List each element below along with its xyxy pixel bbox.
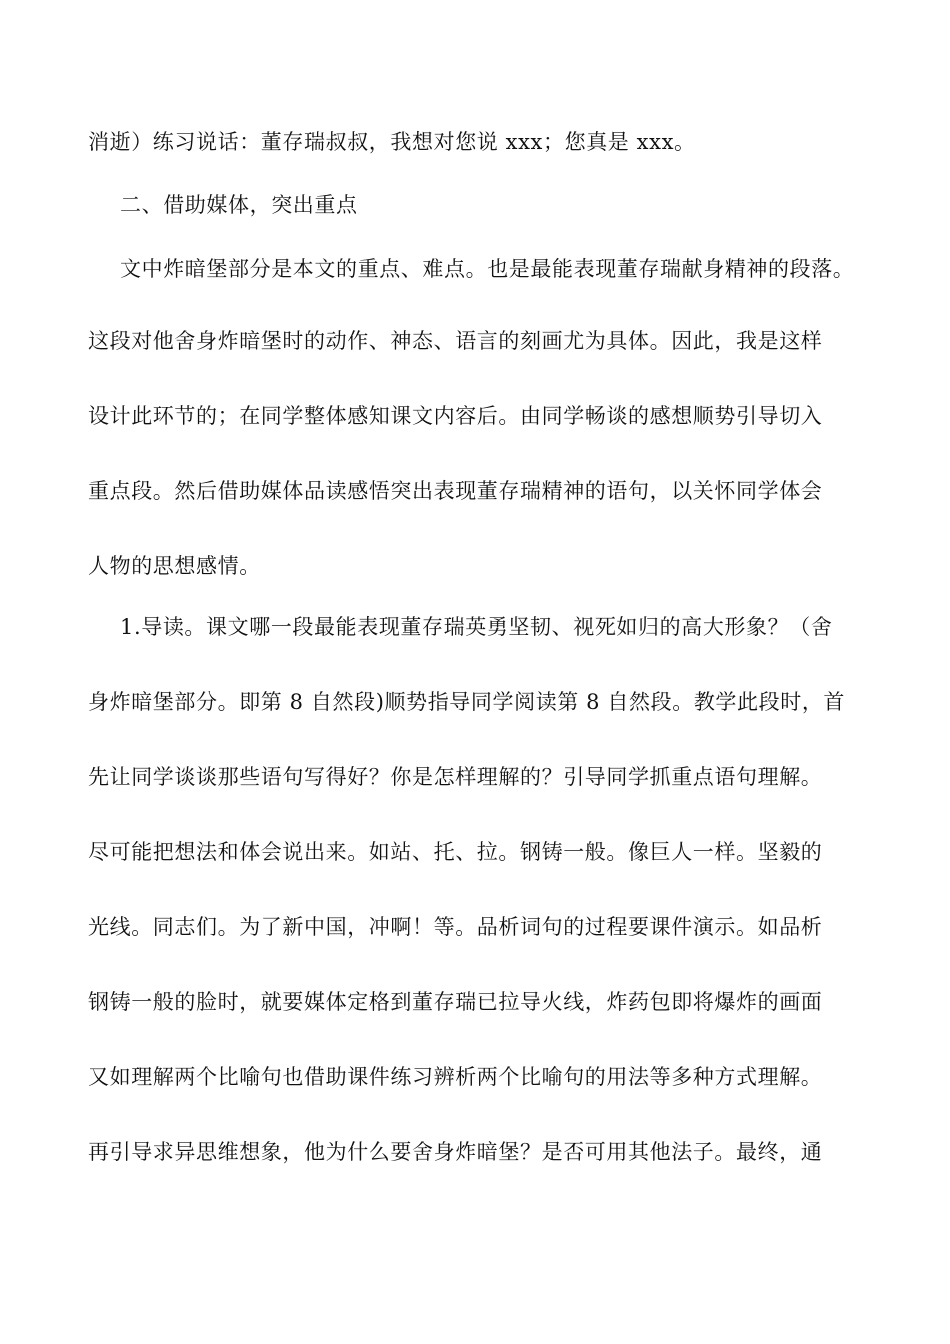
section-heading: 二、借助媒体，突出重点 [120,193,358,217]
text-line: 光线。同志们。为了新中国，冲啊！等。品析词句的过程要课件演示。如品析 [88,915,823,939]
text-line: 重点段。然后借助媒体品读感悟突出表现董存瑞精神的语句，以关怀同学体会 [88,479,823,503]
text-line: 钢铸一般的脸时，就要媒体定格到董存瑞已拉导火线，炸药包即将爆炸的画面 [88,990,823,1014]
text-line: 又如理解两个比喻句也借助课件练习辨析两个比喻句的用法等多种方式理解。 [88,1065,823,1089]
text-line: 再引导求异思维想象，他为什么要舍身炸暗堡？是否可用其他法子。最终，通 [88,1140,823,1164]
text-line: 这段对他舍身炸暗堡时的动作、神态、语言的刻画尤为具体。因此，我是这样 [88,329,823,353]
text-line: 人物的思想感情。 [88,554,261,578]
text-line: 消逝）练习说话：董存瑞叔叔，我想对您说 xxx；您真是 xxx。 [88,130,696,154]
text-line: 身炸暗堡部分。即第 8 自然段)顺势指导同学阅读第 8 自然段。教学此段时，首 [88,690,846,714]
text-line: 1.导读。课文哪一段最能表现董存瑞英勇坚韧、视死如归的高大形象？（舍 [120,615,833,639]
text-line: 先让同学谈谈那些语句写得好？你是怎样理解的？引导同学抓重点语句理解。 [88,765,823,789]
text-line: 设计此环节的；在同学整体感知课文内容后。由同学畅谈的感想顺势引导切入 [88,404,823,428]
text-line: 尽可能把想法和体会说出来。如站、托、拉。钢铸一般。像巨人一样。坚毅的 [88,840,823,864]
text-line: 文中炸暗堡部分是本文的重点、难点。也是最能表现董存瑞献身精神的段落。 [120,257,855,281]
